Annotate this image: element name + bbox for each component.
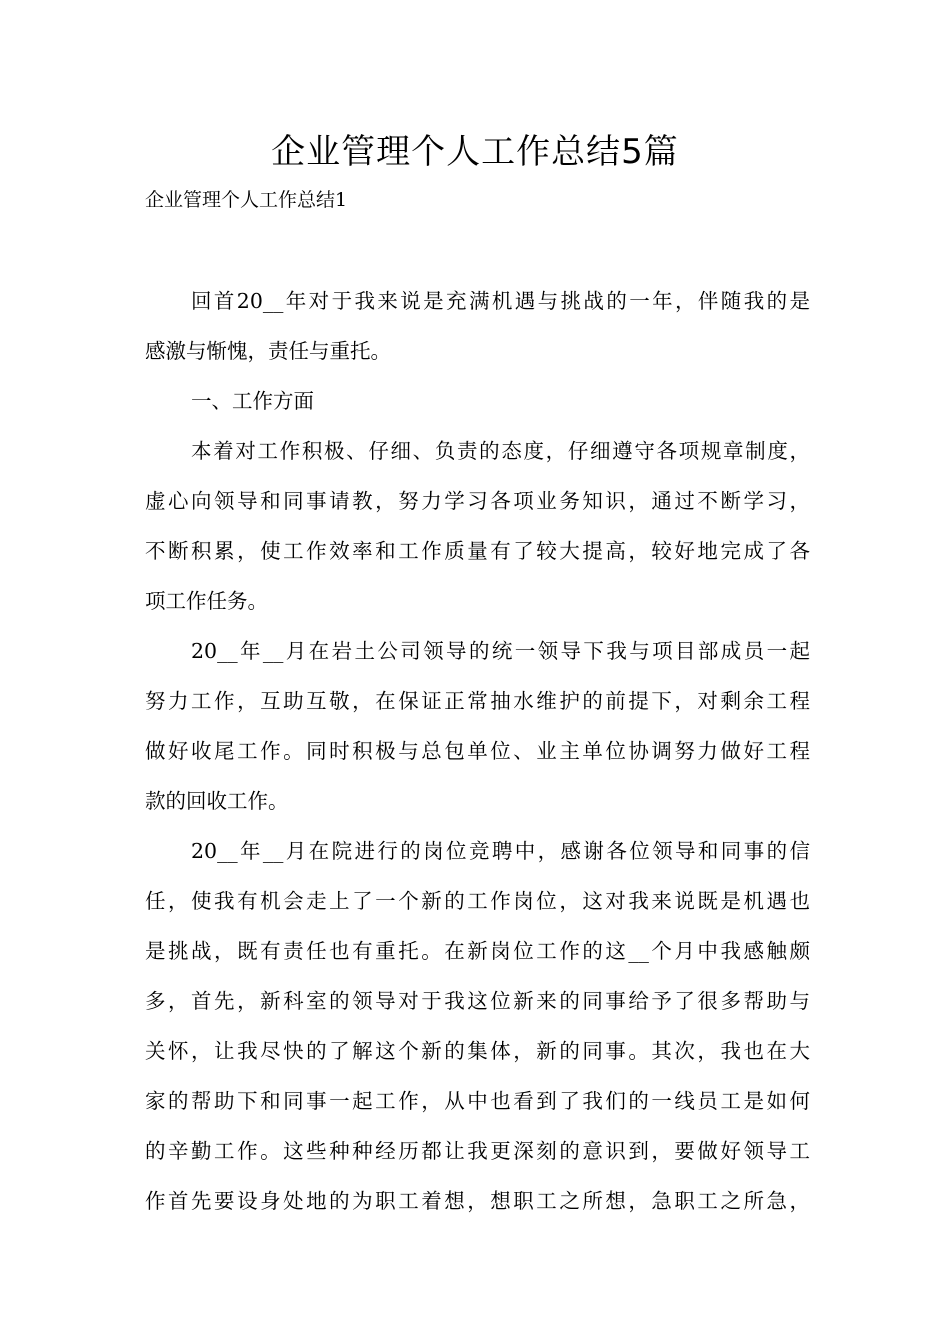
document-body: [145, 276, 810, 1226]
paragraph-line: 回首20__年对于我来说是充满机遇与挑战的一年，伴随我的是: [191, 289, 810, 313]
paragraph-line: 款的回收工作。: [145, 789, 289, 813]
paragraph-line: 20__年__月在院进行的岗位竞聘中，感谢各位领导和同事的信: [191, 839, 810, 863]
paragraph-line: 多，首先，新科室的领导对于我这位新来的同事给予了很多帮助与: [145, 989, 810, 1013]
paragraph-line: 不断积累，使工作效率和工作质量有了较大提高，较好地完成了各: [145, 539, 810, 563]
paragraph-line: 做好收尾工作。同时积极与总包单位、业主单位协调努力做好工程: [145, 739, 810, 763]
paragraph-line: 是挑战，既有责任也有重托。在新岗位工作的这__个月中我感触颇: [145, 939, 810, 963]
paragraph-line: 努力工作，互助互敬，在保证正常抽水维护的前提下，对剩余工程: [145, 689, 810, 713]
paragraph-line: 感激与惭愧，责任与重托。: [145, 339, 391, 363]
section-subtitle: 企业管理个人工作总结1: [145, 189, 348, 211]
paragraph-line: 本着对工作积极、仔细、负责的态度，仔细遵守各项规章制度，: [191, 439, 810, 463]
paragraph-line: 作首先要设身处地的为职工着想，想职工之所想，急职工之所急，: [145, 1189, 810, 1213]
paragraph-line: 任，使我有机会走上了一个新的工作岗位，这对我来说既是机遇也: [145, 889, 810, 913]
paragraph-line: 项工作任务。: [145, 589, 268, 613]
document-title: 企业管理个人工作总结5篇: [271, 132, 679, 172]
paragraph-line: 20__年__月在岩土公司领导的统一领导下我与项目部成员一起: [191, 639, 810, 663]
paragraph-line: 的辛勤工作。这些种种经历都让我更深刻的意识到，要做好领导工: [145, 1139, 810, 1163]
paragraph-line: 关怀，让我尽快的了解这个新的集体，新的同事。其次，我也在大: [145, 1039, 810, 1063]
paragraph-line: 家的帮助下和同事一起工作，从中也看到了我们的一线员工是如何: [145, 1089, 810, 1113]
section-heading: 一、工作方面: [191, 389, 314, 413]
paragraph-line: 虚心向领导和同事请教，努力学习各项业务知识，通过不断学习，: [145, 489, 810, 513]
